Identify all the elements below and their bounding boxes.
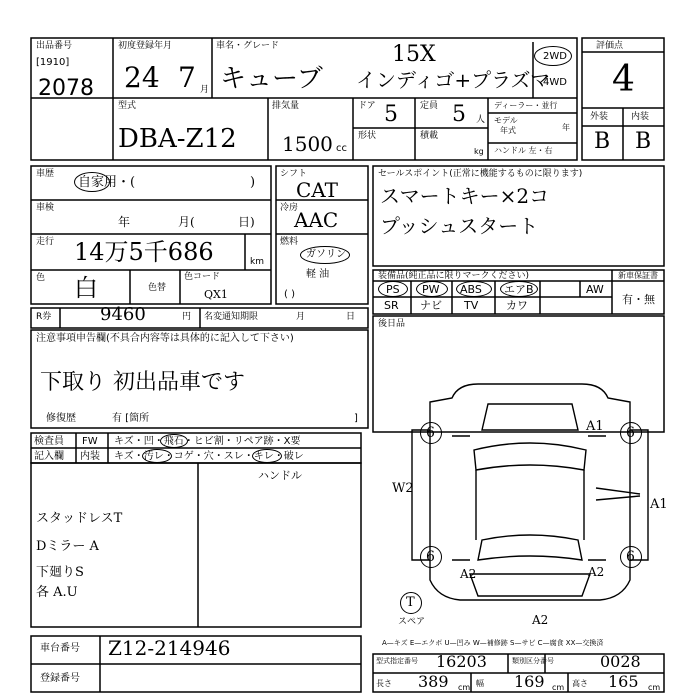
- equip-sr: SR: [384, 299, 399, 312]
- month-unit: 月: [200, 85, 210, 95]
- first-reg-label: 初度登録年月: [118, 41, 173, 51]
- grade-sub: インディゴ+プラズマ: [356, 68, 551, 92]
- lot-code: [1910]: [36, 57, 70, 68]
- exterior-grade: B: [594, 129, 611, 154]
- lot-number: 2078: [38, 76, 94, 101]
- rating-value: 4: [612, 59, 635, 100]
- length-label: 長さ: [376, 679, 392, 688]
- color-change-label: 色替: [148, 283, 167, 293]
- car-name-label: 車名・グレード: [216, 41, 280, 51]
- remark-4: 各 A.U: [36, 585, 78, 600]
- model-year-label: モデル: [494, 116, 518, 125]
- mark-rear-right: 6: [626, 549, 635, 565]
- drive-4wd: 4WD: [543, 77, 567, 88]
- mark-rear-right-a: A2: [588, 565, 605, 579]
- deadline-day: 日: [346, 312, 356, 322]
- sales-point-1: スマートキー×2コ: [380, 184, 550, 208]
- deadline-label: 名変通知期限: [204, 312, 259, 322]
- remark-2: Dミラー A: [36, 539, 99, 554]
- notes-label: 注意事項申告欄(不具合内容等は具体的に記入して下さい): [36, 333, 294, 344]
- equip-tv: TV: [464, 299, 479, 312]
- sales-points-label: セールスポイント(正常に機能するものに限ります): [378, 169, 583, 179]
- mark-rear-left-a: A2: [460, 567, 477, 581]
- equip-pw: PW: [422, 283, 440, 296]
- remark-3: 下廻りS: [36, 565, 84, 580]
- equip-aw: AW: [586, 283, 604, 296]
- interior-items: キズ・汚レ・コゲ・穴・スレ・キレ・破レ: [114, 451, 304, 462]
- inspection-label: 車検: [36, 203, 55, 213]
- dealer-label: ディーラー・並行: [494, 101, 558, 110]
- width-value: 169: [514, 672, 545, 691]
- category-label: 類別区分番号: [512, 657, 554, 665]
- notes-content: 下取り 初出品車です: [40, 370, 245, 395]
- drive-2wd: 2WD: [543, 51, 567, 62]
- shape-label: 形状: [358, 131, 377, 141]
- new-cert-label: 新車保証書: [618, 271, 658, 280]
- inspection-day: 日): [238, 215, 255, 229]
- spare-mark: T: [406, 595, 415, 610]
- year-unit: 年: [562, 123, 570, 132]
- fuel-label: 燃料: [280, 237, 299, 247]
- mark-front-left: 6: [426, 425, 435, 441]
- inspection-month: 月(: [178, 215, 195, 229]
- model-value: DBA-Z12: [118, 124, 237, 154]
- interior-stain-circle: [142, 449, 172, 463]
- equip-ps: PS: [386, 283, 400, 296]
- equip-leather: カワ: [506, 299, 528, 312]
- deadline-month: 月: [296, 312, 306, 322]
- grade: 15X: [392, 42, 436, 67]
- fuel-gas: ガソリン: [306, 249, 346, 260]
- mileage-value: 14万5千686: [74, 238, 214, 266]
- after-label: 後日品: [378, 319, 406, 329]
- mark-left-side: W2: [392, 481, 414, 496]
- mark-front-right: 6: [626, 425, 635, 441]
- doors-label: ドア: [358, 101, 376, 111]
- length-value: 389: [418, 672, 449, 691]
- shift-label: シフト: [280, 169, 308, 179]
- model-year-label-2: 年式: [500, 126, 516, 135]
- remark-1: スタッドレスT: [36, 511, 123, 526]
- legend: A—キズ E—エクボ U—凹み W—補修跡 S—サビ C—腐食 XX—交換済: [382, 639, 604, 647]
- mark-front-right-a: A1: [586, 419, 604, 434]
- doors-value: 5: [384, 102, 398, 127]
- fuel-paren: ( ): [284, 289, 295, 300]
- height-unit: cm: [648, 683, 661, 692]
- mark-rear: A2: [532, 613, 549, 627]
- interior-scuff-circle: [252, 449, 282, 463]
- mileage-label: 走行: [36, 237, 55, 247]
- model-spec-label: 型式指定番号: [376, 657, 418, 665]
- fuel-diesel: 軽 油: [306, 269, 330, 280]
- equip-navi: ナビ: [420, 299, 442, 312]
- handle-label: ハンドル 左・右: [494, 146, 553, 155]
- repair-value: 有 [箇所: [112, 413, 150, 424]
- reg-label: 登録番号: [40, 673, 80, 684]
- width-unit: cm: [552, 683, 565, 692]
- color-value: 白: [74, 274, 98, 302]
- height-label: 高さ: [572, 679, 588, 688]
- fw-label: FW: [82, 436, 98, 447]
- exterior-label: 外装: [590, 112, 609, 122]
- rating-label: 評価点: [596, 41, 624, 51]
- interior-grade: B: [635, 129, 652, 154]
- fw-items: キズ・凹・飛石・ヒビ割・リペア跡・X要: [114, 436, 301, 447]
- shift-value: CAT: [296, 178, 338, 202]
- mark-rear-left: 6: [426, 549, 435, 565]
- model-spec-value: 16203: [436, 652, 487, 671]
- equip-abs: ABS: [460, 283, 482, 296]
- capacity-value: 5: [452, 102, 466, 127]
- lot-label: 出品番号: [36, 41, 73, 51]
- chassis-label: 車台番号: [40, 643, 80, 654]
- equip-airbag: エアB: [504, 283, 534, 296]
- spare-label: スペア: [398, 617, 426, 627]
- color-code-label: 色コード: [184, 272, 221, 282]
- history-value: 自家用・(: [78, 175, 136, 190]
- category-value: 0028: [600, 652, 641, 671]
- fw-circle: [160, 434, 188, 448]
- load-label: 積載: [420, 131, 439, 141]
- ac-label: 冷房: [280, 203, 299, 213]
- car-name: キューブ: [220, 64, 323, 94]
- first-reg-year: 24: [124, 61, 160, 94]
- new-cert-value: 有・無: [622, 293, 655, 306]
- entry-label: 記入欄: [34, 451, 64, 462]
- handle-note: ハンドル: [258, 469, 302, 482]
- equipment-label: 装備品(純正品に限りマークください): [378, 271, 530, 281]
- height-value: 165: [608, 672, 639, 691]
- cc-unit: cc: [336, 143, 347, 154]
- displacement-label: 排気量: [272, 101, 300, 111]
- interior-check-label: 内装: [80, 451, 100, 462]
- interior-label: 内装: [631, 112, 650, 122]
- recycle-label: R券: [36, 312, 52, 322]
- color-label: 色: [36, 273, 46, 283]
- length-unit: cm: [458, 683, 471, 692]
- inspector-label: 検査員: [34, 436, 64, 447]
- color-code-value: QX1: [204, 288, 228, 301]
- model-label: 型式: [118, 101, 137, 111]
- sales-point-2: プッシュスタート: [380, 214, 539, 238]
- inspection-year: 年: [118, 215, 131, 229]
- chassis-value: Z12-214946: [108, 636, 231, 660]
- km-unit: km: [250, 257, 264, 267]
- repair-label: 修復歴: [46, 413, 76, 424]
- displacement-value: 1500: [282, 132, 333, 156]
- person-unit: 人: [476, 115, 486, 125]
- kg-unit: kg: [474, 147, 484, 156]
- history-close: ): [250, 175, 256, 190]
- first-reg-month: 7: [178, 61, 196, 94]
- width-label: 幅: [476, 679, 484, 688]
- history-label: 車歴: [36, 169, 55, 179]
- capacity-label: 定員: [420, 101, 439, 111]
- mark-right-side: A1: [650, 497, 668, 512]
- yen-unit: 円: [182, 312, 192, 322]
- repair-close: ]: [354, 413, 358, 424]
- recycle-value: 9460: [100, 304, 146, 325]
- ac-value: AAC: [294, 208, 339, 232]
